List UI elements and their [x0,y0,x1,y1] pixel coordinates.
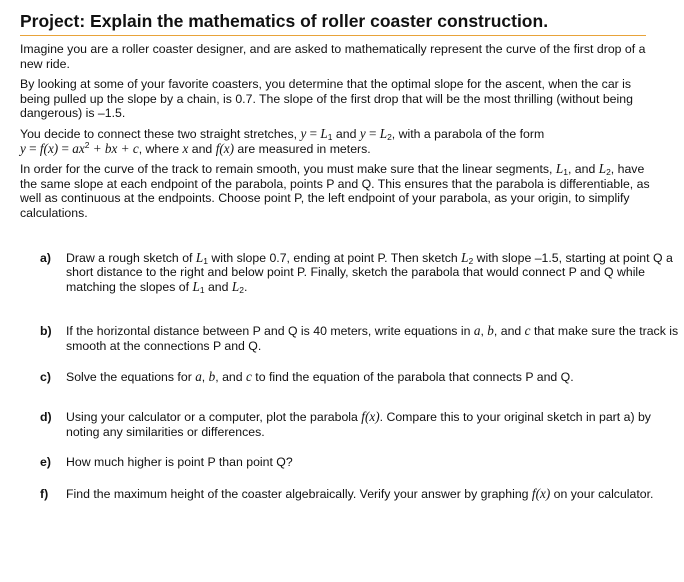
question-e [40,455,680,470]
question-text: Using your calculator or a computer, plot the parabola f(x). Compare this to your original sketch in part a) by noting any similarities or differences. [66,409,651,439]
question-a [40,251,680,295]
question-label: f) [40,486,49,501]
smoothness-paragraph: In order for the curve of the track to remain smooth, you must make sure that the linear segments, $L_1$, and $L_2$, have the same slope at each endpoint of the parabola, points P and Q. This ensures that the parabola is differentiable, as well as continuous at the endpoints. Choose point P, the left endpoint of your parabola, as your origin, to simplify calculations. [20,161,650,220]
question-label: c) [40,369,51,384]
question-d [40,410,680,439]
question-text: Solve the equations for a, b, and c to find the equation of the parabola that connects P and Q. [66,368,574,384]
question-text: Find the maximum height of the coaster algebraically. Verify your answer by graphing f(x) on your calculator. [66,485,654,501]
question-label: b) [40,324,52,339]
question-text: Draw a rough sketch of $L_1$ with slope 0.7, ending at point P. Then sketch $L_2$ with slope –1.5, starting at point Q a short distance to the right and below point P. Finally, sketch the parabola that would connect P and Q while matching the slopes of $L_1$ and $L_2$. [66,249,673,295]
question-label: a) [40,250,51,265]
question-label: d) [40,410,52,425]
question-list [20,251,684,502]
question-label: e) [40,455,51,470]
question-text: How much higher is point P than point Q? [66,455,293,470]
question-b [40,324,680,353]
page-title: Project: Explain the mathematics of roller coaster construction. [20,0,646,36]
parabola-form-paragraph: You decide to connect these two straight stretches, $y = L_1$ and $y = L_2$, with a parabola of the form $y = f(x) = ax^2$ + bx + c, where x and f(x) are measured in meters. [20,125,545,156]
question-text: If the horizontal distance between P and Q is 40 meters, write equations in a, b, and c that make sure the track is smooth at the connections P and Q. [66,323,679,353]
intro-paragraph: Imagine you are a roller coaster designer, and are asked to mathematically represent the curve of the first drop of a new ride. [20,42,646,71]
question-f [40,487,680,502]
slope-paragraph: By looking at some of your favorite coasters, you determine that the optimal slope for the ascent, when the car is being pulled up the slope by a chain, is 0.7. The slope of the first drop that will be the most thrilling (without being dangerous) is –1.5. [20,77,633,121]
question-c [40,370,680,385]
